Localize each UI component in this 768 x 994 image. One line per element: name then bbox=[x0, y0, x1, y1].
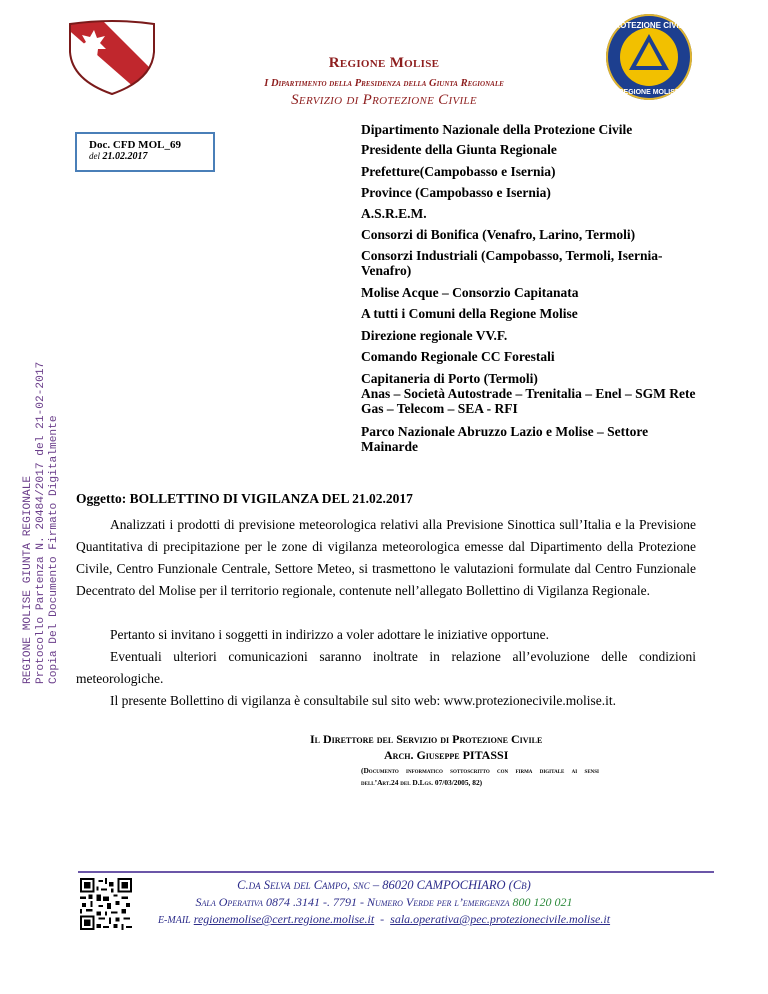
header-service: Servizio di Protezione Civile bbox=[291, 92, 477, 108]
footer-divider bbox=[78, 871, 714, 873]
logo-bottom-text: REGIONE MOLISE bbox=[618, 89, 680, 96]
body-paragraph: Pertanto si invitano i soggetti in indirizzo a voler adottare le iniziative opportune. bbox=[110, 627, 550, 642]
recipient-item: Comando Regionale CC Forestali bbox=[361, 349, 555, 364]
recipient-item: Dipartimento Nazionale della Protezione Civile bbox=[361, 122, 633, 137]
footer-phone: Sala Operativa 0874 .3141 -. 7791 - Numero Verde per l’emergenza bbox=[195, 895, 510, 909]
recipient-item: Molise Acque – Consorzio Capitanata bbox=[361, 285, 579, 300]
signature-name: Arch. Giuseppe PITASSI bbox=[384, 748, 509, 762]
subject-line: Oggetto: BOLLETTINO DI VIGILANZA DEL 21.02.2017 bbox=[76, 491, 413, 506]
recipient-item: Consorzi Industriali (Campobasso, Termoli, Isernia-Venafro) bbox=[361, 248, 663, 278]
recipient-item: Direzione regionale VV.F. bbox=[361, 328, 508, 343]
recipient-item: A tutti i Comuni della Regione Molise bbox=[361, 306, 578, 321]
protocol-stamp bbox=[22, 362, 61, 684]
document-code-box bbox=[75, 132, 215, 172]
footer-email-separator: - bbox=[380, 912, 385, 926]
stamp-line-1: REGIONE MOLISE GIUNTA REGIONALE bbox=[22, 475, 34, 684]
footer-phone-line bbox=[0, 895, 768, 910]
recipient-item: Prefetture(Campobasso e Isernia) bbox=[361, 164, 556, 179]
body-paragraph: Analizzati i prodotti di previsione meteorologica relativi alla Previsione Sinottica sull’Italia e la Previsione Quantitativa di precipitazione per le zone di vigilanza meteorologica emesse dal Dipartimento della Protezione Civile, Centro Funzionale Centrale, Settore Meteo, si trasmettono le valutazioni formulate dal Centro Funzionale Decentrato del Molise per il territorio regionale, contenute nell’allegato Bollettino di Vigilanza Regionale. bbox=[76, 517, 696, 598]
footer-email-link-2[interactable]: sala.operativa@pec.protezionecivile.molise.it bbox=[390, 912, 611, 926]
footer-email-line bbox=[0, 912, 768, 927]
signature-title: Il Direttore del Servizio di Protezione Civile bbox=[310, 732, 543, 746]
body-paragraph: Eventuali ulteriori comunicazioni saranno inoltrate in relazione all’evoluzione delle condizioni meteorologiche. bbox=[76, 649, 696, 686]
document-date-line bbox=[89, 151, 213, 162]
recipient-item: Province (Campobasso e Isernia) bbox=[361, 185, 551, 200]
recipient-item: Presidente della Giunta Regionale bbox=[361, 142, 557, 157]
logo-top-text: PROTEZIONE CIVILE bbox=[608, 21, 690, 30]
footer-green-number: 800 120 021 bbox=[512, 895, 573, 909]
footer-email-link-1[interactable]: regionemolise@cert.regione.molise.it bbox=[193, 912, 375, 926]
document-code: Doc. CFD MOL_69 bbox=[89, 139, 181, 151]
document-date-prefix: del bbox=[89, 151, 100, 161]
stamp-line-2: Protocollo Partenza N. 20484/2017 del 21-02-2017 bbox=[35, 361, 47, 684]
recipient-item: Anas – Società Autostrade – Trenitalia – Enel – SGM Rete Gas – Telecom – SEA - RFI bbox=[361, 386, 696, 416]
footer-address: C.da Selva del Campo, snc – 86020 CAMPOCHIARO (Cb) bbox=[237, 878, 531, 892]
header-region: Regione Molise bbox=[328, 55, 440, 71]
recipient-item: A.S.R.E.M. bbox=[361, 206, 427, 221]
stamp-line-3: Copia Del Documento Firmato Digitalmente bbox=[48, 415, 60, 684]
recipient-item: Capitaneria di Porto (Termoli) bbox=[361, 371, 538, 386]
header-department: I Dipartimento della Presidenza della Giunta Regionale bbox=[264, 78, 504, 89]
signature-note: (Documento informatico sottoscritto con firma digitale ai sensi dell’Art.24 del D.Lgs. 07/03/2005, 82) bbox=[361, 766, 599, 787]
footer-email-label: E-MAIL bbox=[157, 915, 191, 926]
recipient-item: Consorzi di Bonifica (Venafro, Larino, Termoli) bbox=[361, 227, 636, 242]
document-date: 21.02.2017 bbox=[102, 151, 148, 162]
recipient-item: Parco Nazionale Abruzzo Lazio e Molise – Settore Mainarde bbox=[361, 424, 649, 454]
body-paragraph: Il presente Bollettino di vigilanza è consultabile sul sito web: www.protezionecivile.molise.it. bbox=[110, 693, 617, 708]
